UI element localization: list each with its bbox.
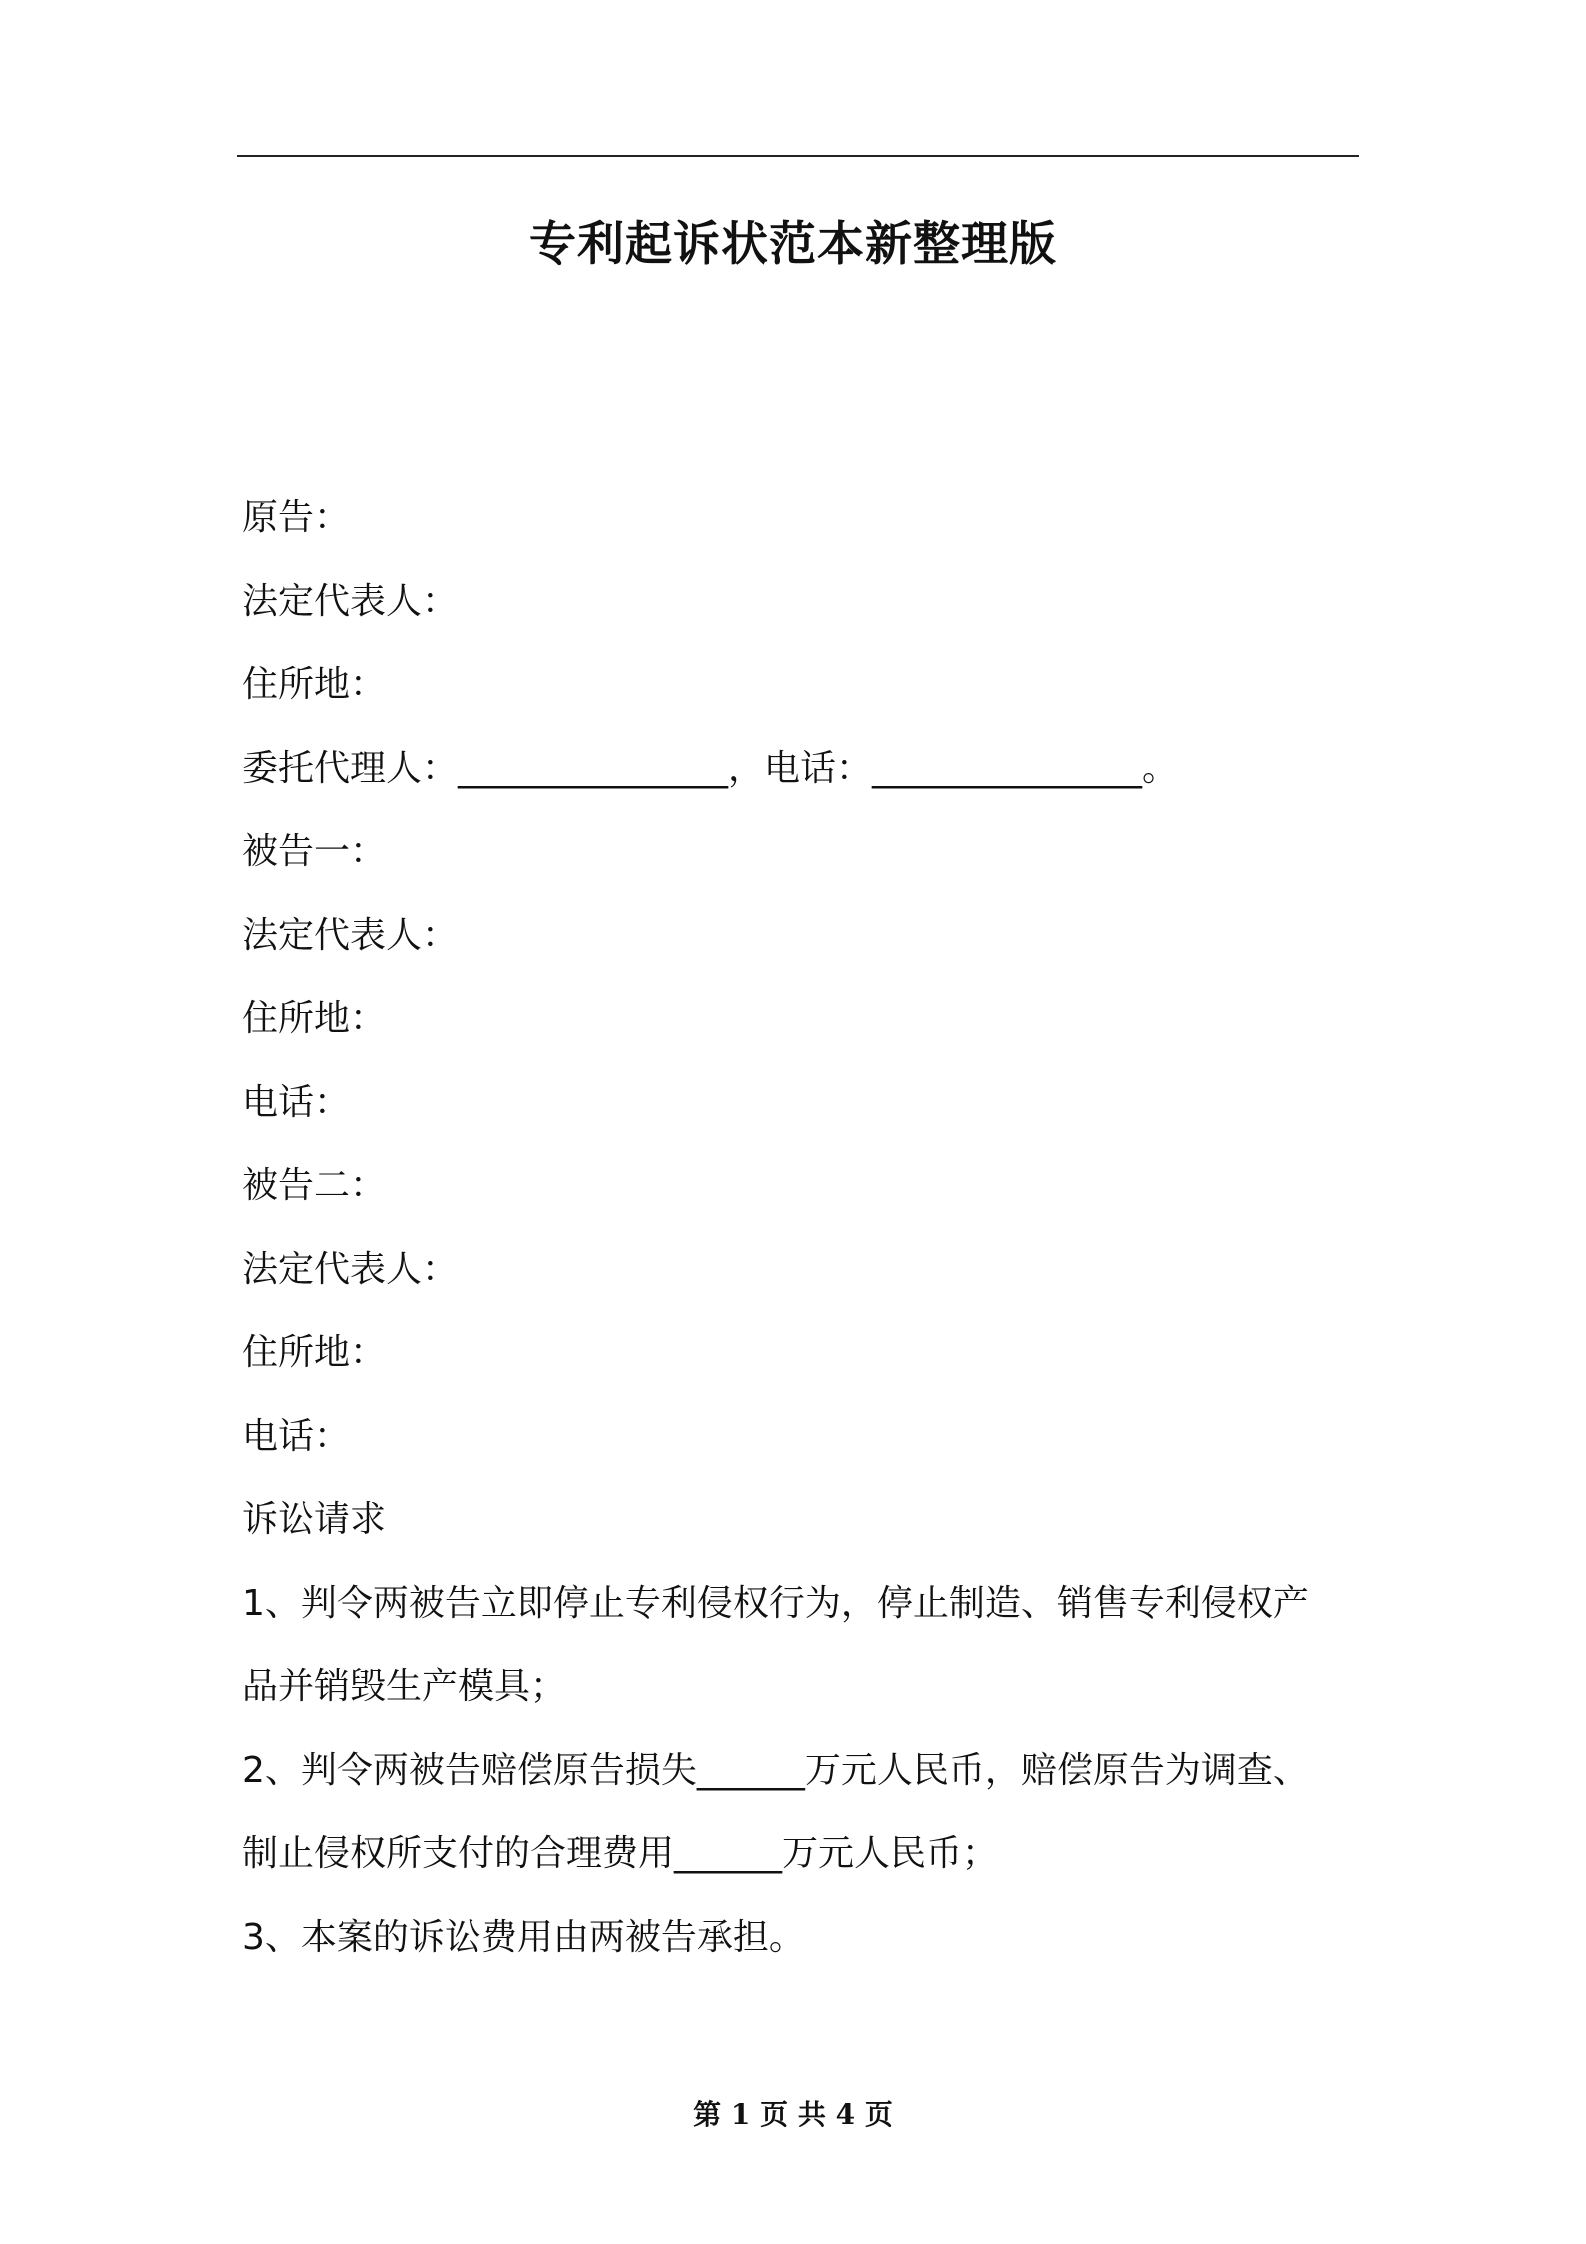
claim-item-2-line-1: 2、判令两被告赔偿原告损失______万元人民币，赔偿原告为调查、 [242,1750,1309,1791]
document-title: 专利起诉状范本新整理版 [529,217,1057,272]
plaintiff-legal-representative-line: 法定代表人： [242,581,459,622]
plaintiff-agent-phone-line: 委托代理人：_______________，电话：_______________。 [242,748,1179,789]
defendant-one-legal-representative-line: 法定代表人： [242,915,459,956]
header-rule [237,155,1359,157]
defendant-two-address-line: 住所地： [242,1332,387,1373]
defendant-two-phone-line: 电话： [242,1416,351,1457]
defendant-one-phone-line: 电话： [242,1082,351,1123]
defendant-one-line: 被告一： [242,831,387,872]
claims-heading: 诉讼请求 [242,1499,387,1540]
claim-item-2-line-2: 制止侵权所支付的合理费用______万元人民币； [242,1833,999,1874]
defendant-two-line: 被告二： [242,1165,387,1206]
claim-item-1-line-2: 品并销毁生产模具； [242,1666,567,1707]
claim-item-1-line-1: 1、判令两被告立即停止专利侵权行为，停止制造、销售专利侵权产 [242,1583,1309,1624]
plaintiff-line: 原告： [242,497,351,538]
plaintiff-address-line: 住所地： [242,664,387,705]
defendant-one-address-line: 住所地： [242,998,387,1039]
page-number-footer: 第 1 页 共 4 页 [693,2098,893,2131]
defendant-two-legal-representative-line: 法定代表人： [242,1249,459,1290]
claim-item-3-line: 3、本案的诉讼费用由两被告承担。 [242,1917,805,1958]
